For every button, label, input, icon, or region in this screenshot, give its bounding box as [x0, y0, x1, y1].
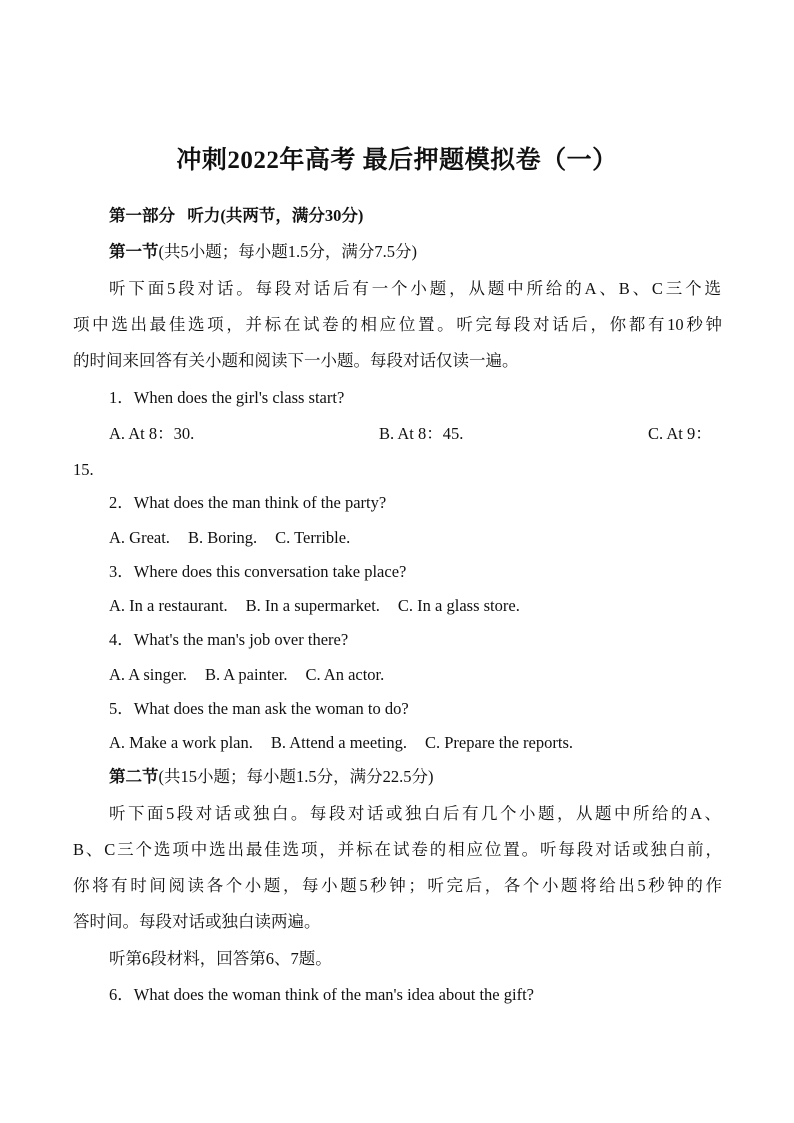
section1-heading: [109, 242, 417, 262]
question-stem: 2．What does the man think of the party?: [109, 493, 387, 512]
section2-instruction-line: 你将有时间阅读各个小题，每小题5秒钟；听完后，各个小题将给出5秒钟的作: [73, 876, 722, 895]
part1-heading: [109, 206, 363, 226]
question-options: [109, 528, 350, 548]
option-a: A. At 8：30.: [109, 424, 195, 443]
question-options: [109, 424, 721, 444]
section1-instruction-line: 听下面5段对话。每段对话后有一个小题，从题中所给的A、B、C三个选: [109, 279, 721, 298]
question-stem: 1．When does the girl's class start?: [109, 388, 345, 407]
section2-instruction-line: 听下面5段对话或独白。每段对话或独白后有几个小题，从题中所给的A、: [109, 804, 721, 823]
option-a: A. A singer.: [109, 665, 187, 684]
section2-heading-text: (共15小题；每小题1.5分，满分22.5分): [158, 767, 434, 786]
option-b: B. In a supermarket.: [245, 596, 380, 615]
section1-instruction-line: 项中选出最佳选项，并标在试卷的相应位置。听完每段对话后，你都有10秒钟: [73, 315, 722, 334]
question-options: [109, 596, 520, 616]
option-b: B. A painter.: [204, 665, 288, 684]
question-stem: 5．What does the man ask the woman to do?: [109, 699, 409, 718]
section2-heading-label: 第二节: [109, 767, 159, 786]
question-stem: 3．Where does this conversation take place?: [109, 562, 407, 581]
question-stem: 6．What does the woman think of the man's idea about the gift?: [109, 985, 534, 1004]
question-options: [109, 665, 384, 685]
section1-heading-label: 第一节: [109, 242, 159, 261]
option-c: C. Terrible.: [275, 528, 351, 547]
option-c: C. An actor.: [305, 665, 385, 684]
section2-instruction-line: B、C三个选项中选出最佳选项，并标在试卷的相应位置。听每段对话或独白前，: [73, 840, 722, 859]
option-a: A. Make a work plan.: [109, 733, 253, 752]
question-options: [109, 733, 573, 753]
option-c: C. In a glass store.: [397, 596, 520, 615]
option-a: A. In a restaurant.: [109, 596, 228, 615]
material-note: 听第6段材料，回答第6、7题。: [109, 949, 332, 968]
part1-heading-text: 听力(共两节，满分30分): [187, 206, 364, 225]
page-title: 冲刺2022年高考 最后押题模拟卷（一）: [176, 147, 618, 174]
option-b: B. At 8：45.: [379, 424, 464, 443]
section2-instruction-line: 答时间。每段对话或独白读两遍。: [73, 912, 321, 931]
option-c: C. Prepare the reports.: [425, 733, 573, 752]
part1-heading-label: 第一部分: [109, 206, 175, 225]
option-c: C. At 9：: [648, 424, 712, 443]
option-b: B. Attend a meeting.: [270, 733, 407, 752]
question-stem: 4．What's the man's job over there?: [109, 630, 349, 649]
option-c-wrap: 15.: [73, 460, 94, 479]
section1-instruction-line: 的时间来回答有关小题和阅读下一小题。每段对话仅读一遍。: [73, 351, 519, 370]
section2-heading: [109, 767, 434, 787]
section1-heading-text: (共5小题；每小题1.5分，满分7.5分): [158, 242, 417, 261]
option-a: A. Great.: [109, 528, 170, 547]
option-b: B. Boring.: [187, 528, 258, 547]
